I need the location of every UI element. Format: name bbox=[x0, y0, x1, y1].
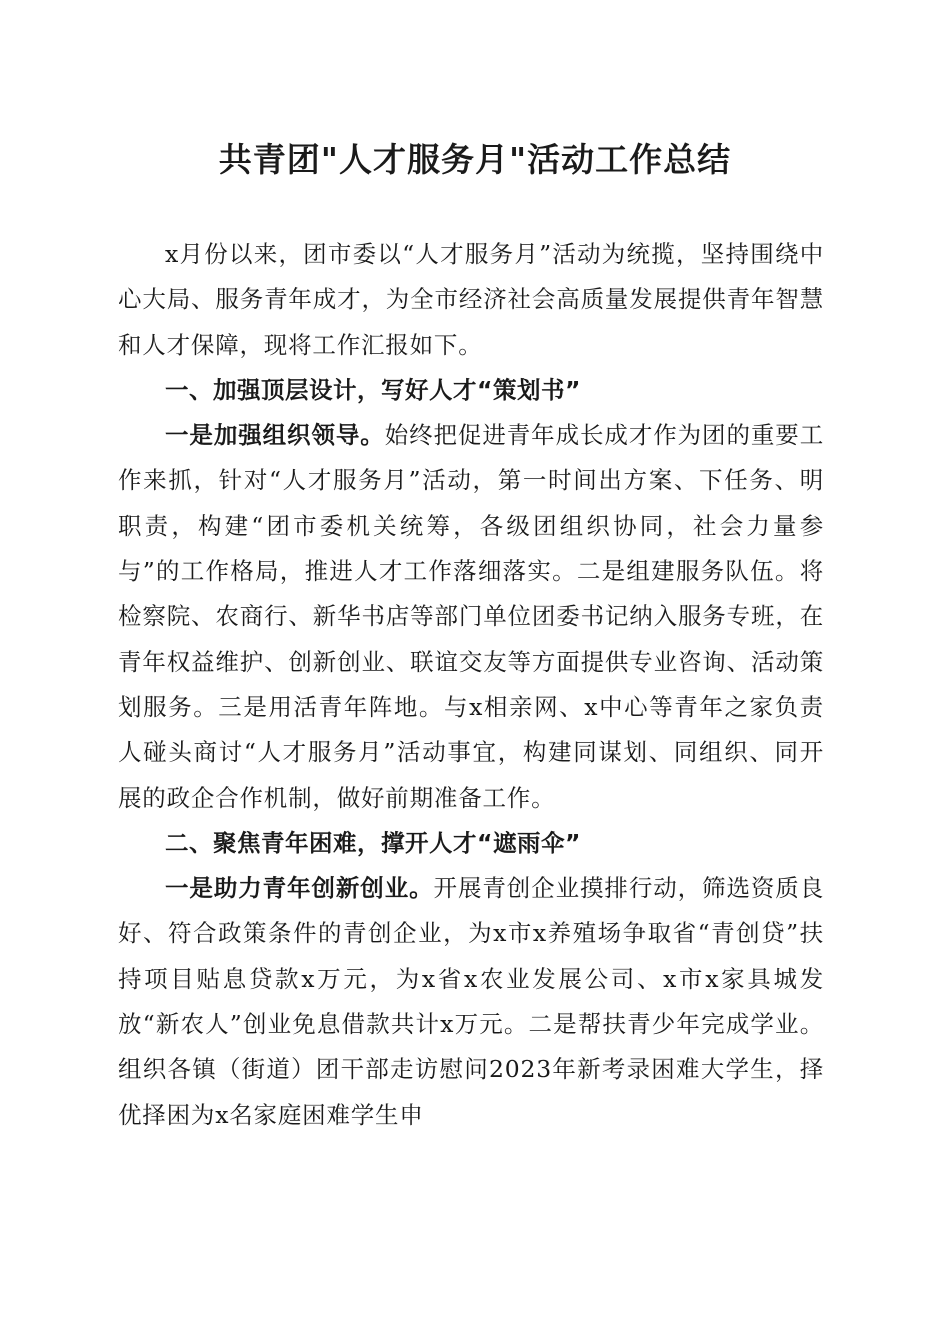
section-2-paragraph bbox=[118, 866, 824, 1138]
section-1-heading: 一、加强顶层设计，写好人才“策划书” bbox=[165, 375, 581, 404]
document-body bbox=[118, 232, 824, 1138]
intro-paragraph: x月份以来，团市委以“人才服务月”活动为统揽，坚持围绕中心大局、服务青年成才，为全市经济社会高质量发展提供青年智慧和人才保障，现将工作汇报如下。 bbox=[118, 240, 824, 359]
section-2-text: 开展青创企业摸排行动，筛选资质良好、符合政策条件的青创企业，为x市x养殖场争取省“青创贷”扶持项目贴息贷款x万元，为x省x农业发展公司、x市x家具城发放“新农人”创业免息借款共计x万元。二是帮扶青少年完成学业。组织各镇（街道）团干部走访慰问2023年新考录困难大学生，择优择困为x名家庭困难学生申 bbox=[118, 874, 824, 1129]
section-2-lead: 一是助力青年创新创业。 bbox=[165, 874, 434, 903]
document-title: 共青团"人才服务月"活动工作总结 bbox=[218, 140, 732, 179]
section-1-paragraph bbox=[118, 413, 824, 821]
section-1-lead: 一是加强组织领导。 bbox=[165, 421, 385, 450]
section-2-heading: 二、聚焦青年困难，撑开人才“遮雨伞” bbox=[165, 828, 581, 857]
section-1-text: 始终把促进青年成长成才作为团的重要工作来抓，针对“人才服务月”活动，第一时间出方案、下任务、明职责，构建“团市委机关统筹，各级团组织协同，社会力量参与”的工作格局，推进人才工作落细落实。二是组建服务队伍。将检察院、农商行、新华书店等部门单位团委书记纳入服务专班，在青年权益维护、创新创业、联谊交友等方面提供专业咨询、活动策划服务。三是用活青年阵地。与x相亲网、x中心等青年之家负责人碰头商讨“人才服务月”活动事宜，构建同谋划、同组织、同开展的政企合作机制，做好前期准备工作。 bbox=[118, 421, 824, 812]
